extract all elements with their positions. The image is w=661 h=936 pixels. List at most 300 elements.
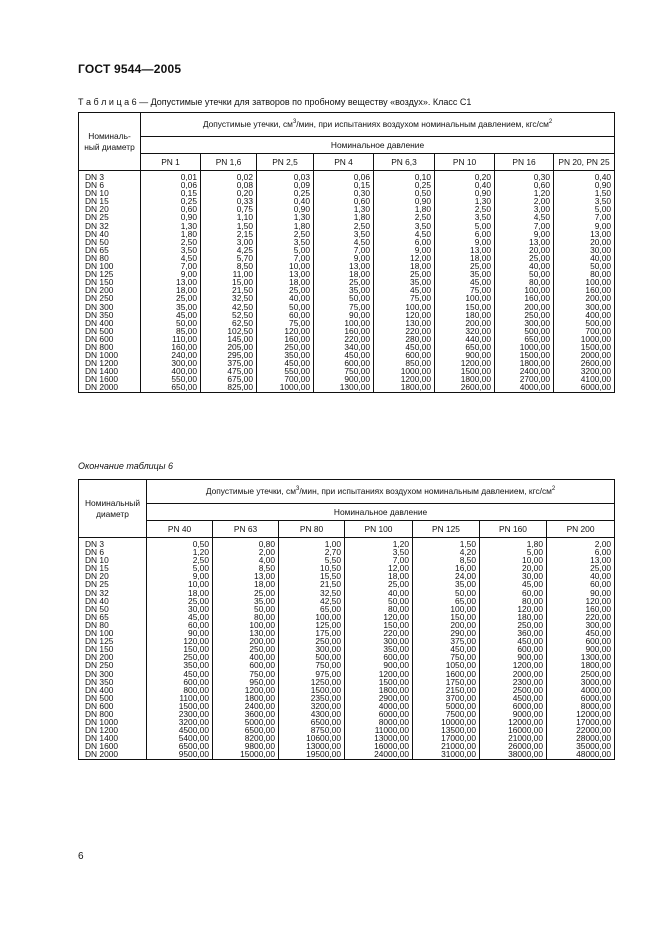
leakage-value-cell: 1800,00 (213, 694, 279, 702)
column-header: PN 80 (279, 521, 345, 538)
leakage-value-cell: 450,00 (547, 629, 615, 637)
leakage-value-cell: 250,00 (257, 343, 314, 351)
leakage-value-cell: 3200,00 (279, 702, 345, 710)
leakage-value-cell: 450,00 (374, 343, 435, 351)
leakage-value-cell: 360,00 (480, 629, 547, 637)
leakage-value-cell: 3,50 (435, 213, 495, 221)
nominal-diameter-cell: DN 10 (79, 556, 147, 564)
leakage-value-cell: 9,00 (147, 572, 213, 580)
leakage-value-cell: 4,50 (495, 213, 554, 221)
leakage-value-cell: 80,00 (495, 278, 554, 286)
leakage-value-cell: 0,80 (213, 538, 279, 549)
document-header: ГОСТ 9544—2005 (78, 62, 182, 76)
leakage-value-cell: 24000,00 (345, 750, 413, 759)
leakage-value-cell: 250,00 (495, 311, 554, 319)
leakage-value-cell: 50,00 (345, 597, 413, 605)
leakage-value-cell: 40,00 (257, 294, 314, 302)
leakage-value-cell: 400,00 (554, 311, 615, 319)
leakage-value-cell: 2300,00 (480, 678, 547, 686)
nominal-diameter-cell: DN 32 (79, 589, 147, 597)
leakage-value-cell: 9,00 (374, 246, 435, 254)
leakage-value-cell: 40,00 (547, 572, 615, 580)
leakage-value-cell: 35000,00 (547, 742, 615, 750)
leakage-value-cell: 3,00 (495, 205, 554, 213)
leakage-value-cell: 6000,00 (554, 383, 615, 392)
leakage-value-cell: 110,00 (141, 335, 201, 343)
leakage-value-cell: 100,00 (374, 303, 435, 311)
leakage-value-cell: 1,20 (147, 548, 213, 556)
leakage-value-cell: 4,50 (314, 238, 374, 246)
nominal-diameter-cell: DN 800 (79, 343, 141, 351)
leakage-value-cell: 250,00 (279, 637, 345, 645)
leakage-value-cell: 2,00 (213, 548, 279, 556)
leakage-value-cell: 10,00 (480, 556, 547, 564)
leakage-value-cell: 90,00 (147, 629, 213, 637)
leakage-value-cell: 2600,00 (554, 359, 615, 367)
leakage-value-cell: 4,00 (213, 556, 279, 564)
leakage-value-cell: 150,00 (345, 621, 413, 629)
leakage-value-cell: 6,00 (547, 548, 615, 556)
nominal-diameter-cell: DN 25 (79, 213, 141, 221)
leakage-value-cell: 0,30 (495, 171, 554, 182)
leakage-value-cell: 25,00 (213, 589, 279, 597)
leakage-value-cell: 12000,00 (547, 710, 615, 718)
leakage-value-cell: 12,00 (374, 254, 435, 262)
leakage-value-cell: 800,00 (147, 686, 213, 694)
table-row (79, 383, 615, 392)
leakage-value-cell: 0,15 (141, 189, 201, 197)
leakage-value-cell: 1,30 (141, 222, 201, 230)
leakage-value-cell: 450,00 (257, 359, 314, 367)
leakage-value-cell: 102,50 (201, 327, 257, 335)
leakage-value-cell: 5,50 (279, 556, 345, 564)
leakage-value-cell: 6500,00 (213, 726, 279, 734)
leakage-value-cell: 5000,00 (213, 718, 279, 726)
leakage-value-cell: 160,00 (141, 343, 201, 351)
leakage-value-cell: 180,00 (480, 613, 547, 621)
leakage-value-cell: 20,00 (554, 238, 615, 246)
leakage-value-cell: 0,15 (314, 181, 374, 189)
leakage-value-cell: 975,00 (279, 670, 345, 678)
leakage-value-cell: 375,00 (413, 637, 480, 645)
leakage-value-cell: 80,00 (554, 270, 615, 278)
leakage-value-cell: 150,00 (147, 645, 213, 653)
leakage-value-cell: 290,00 (413, 629, 480, 637)
leakage-value-cell: 1,20 (495, 189, 554, 197)
leakage-value-cell: 145,00 (201, 335, 257, 343)
nominal-diameter-cell: DN 15 (79, 564, 147, 572)
nominal-diameter-cell: DN 25 (79, 580, 147, 588)
leakage-value-cell: 7,00 (141, 262, 201, 270)
leakage-value-cell: 35,00 (141, 303, 201, 311)
leakage-value-cell: 9000,00 (480, 710, 547, 718)
leakage-value-cell: 32,50 (201, 294, 257, 302)
leakage-value-cell: 8750,00 (279, 726, 345, 734)
leakage-value-cell: 200,00 (435, 319, 495, 327)
leakage-value-cell: 5,00 (147, 564, 213, 572)
leakage-value-cell: 1,30 (257, 213, 314, 221)
leakage-value-cell: 8,50 (413, 556, 480, 564)
leakage-value-cell: 4300,00 (279, 710, 345, 718)
leakage-value-cell: 1000,00 (554, 335, 615, 343)
unit-sup: 3 (292, 119, 297, 126)
leakage-value-cell: 75,00 (374, 294, 435, 302)
page-number: 6 (78, 851, 84, 862)
nominal-diameter-cell: DN 250 (79, 661, 147, 669)
leakage-value-cell: 10,00 (147, 580, 213, 588)
leakage-value-cell: 1000,00 (495, 343, 554, 351)
leakage-value-cell: 0,20 (435, 171, 495, 182)
leakage-value-cell: 2500,00 (480, 686, 547, 694)
leakage-value-cell: 160,00 (314, 327, 374, 335)
nominal-diameter-cell: DN 32 (79, 222, 141, 230)
nominal-diameter-cell: DN 1200 (79, 359, 141, 367)
nominal-diameter-cell: DN 6 (79, 181, 141, 189)
leakage-value-cell: 600,00 (213, 661, 279, 669)
leakage-value-cell: 25,00 (435, 262, 495, 270)
leakage-value-cell: 300,00 (554, 303, 615, 311)
leakage-value-cell: 600,00 (345, 653, 413, 661)
leakage-value-cell: 2400,00 (495, 367, 554, 375)
leakage-value-cell: 4,20 (413, 548, 480, 556)
column-header: PN 125 (413, 521, 480, 538)
leakage-value-cell: 8,50 (213, 564, 279, 572)
leakage-value-cell: 2,50 (435, 205, 495, 213)
leakage-value-cell: 3,50 (141, 246, 201, 254)
leakage-value-cell: 3,50 (257, 238, 314, 246)
leakage-value-cell: 700,00 (554, 327, 615, 335)
leakage-value-cell: 35,00 (314, 286, 374, 294)
leakage-value-cell: 4,50 (141, 254, 201, 262)
leakage-value-cell: 0,25 (257, 189, 314, 197)
leakage-value-cell: 1500,00 (435, 367, 495, 375)
leakage-value-cell: 25,00 (345, 580, 413, 588)
leakage-value-cell: 475,00 (201, 367, 257, 375)
sub-header: Номинальное давление (147, 504, 615, 521)
leakage-value-cell: 2150,00 (413, 686, 480, 694)
column-header: PN 4 (314, 154, 374, 171)
leakage-value-cell: 3700,00 (413, 694, 480, 702)
leakage-value-cell: 30,00 (147, 605, 213, 613)
leakage-value-cell: 120,00 (345, 613, 413, 621)
leakage-value-cell: 0,40 (257, 197, 314, 205)
nominal-diameter-cell: DN 65 (79, 613, 147, 621)
leakage-value-cell: 1,00 (279, 538, 345, 549)
leakage-value-cell: 375,00 (201, 359, 257, 367)
leakage-value-cell: 1,30 (435, 197, 495, 205)
leakage-value-cell: 450,00 (314, 351, 374, 359)
leakage-value-cell: 2,50 (374, 213, 435, 221)
leakage-value-cell: 600,00 (314, 359, 374, 367)
leakage-value-cell: 11,00 (201, 270, 257, 278)
leakage-value-cell: 3200,00 (554, 367, 615, 375)
leakage-value-cell: 40,00 (345, 589, 413, 597)
leakage-value-cell: 45,00 (147, 613, 213, 621)
nominal-diameter-cell: DN 1000 (79, 718, 147, 726)
leakage-value-cell: 7,00 (495, 222, 554, 230)
leakage-value-cell: 21,50 (279, 580, 345, 588)
leakage-value-cell: 200,00 (413, 621, 480, 629)
leakage-value-cell: 50,00 (495, 270, 554, 278)
leakage-value-cell: 650,00 (435, 343, 495, 351)
leakage-value-cell: 62,50 (201, 319, 257, 327)
column-header: PN 63 (213, 521, 279, 538)
leakage-value-cell: 1,80 (141, 230, 201, 238)
column-header: PN 1 (141, 154, 201, 171)
leakage-value-cell: 500,00 (495, 327, 554, 335)
leakage-value-cell: 45,00 (435, 278, 495, 286)
leakage-value-cell: 28000,00 (547, 734, 615, 742)
group-header-pre: Допустимые утечки, см (202, 119, 293, 129)
leakage-value-cell: 0,75 (201, 205, 257, 213)
leakage-value-cell: 5000,00 (413, 702, 480, 710)
leakage-value-cell: 160,00 (547, 605, 615, 613)
leakage-value-cell: 6,00 (374, 238, 435, 246)
leakage-value-cell: 100,00 (413, 605, 480, 613)
leakage-value-cell: 120,00 (374, 311, 435, 319)
leakage-table-part2 (78, 479, 615, 760)
leakage-value-cell: 0,01 (141, 171, 201, 182)
leakage-value-cell: 100,00 (314, 319, 374, 327)
nominal-diameter-cell: DN 1400 (79, 734, 147, 742)
nominal-diameter-cell: DN 80 (79, 254, 141, 262)
leakage-value-cell: 1,80 (314, 213, 374, 221)
leakage-value-cell: 205,00 (201, 343, 257, 351)
column-header: PN 200 (547, 521, 615, 538)
leakage-value-cell: 15000,00 (213, 750, 279, 759)
leakage-value-cell: 1500,00 (554, 343, 615, 351)
leakage-value-cell: 90,00 (314, 311, 374, 319)
sub-header: Номинальное давление (141, 137, 615, 154)
leakage-value-cell: 5,00 (554, 205, 615, 213)
leakage-value-cell: 6500,00 (279, 718, 345, 726)
nominal-diameter-cell: DN 80 (79, 621, 147, 629)
leakage-value-cell: 150,00 (413, 613, 480, 621)
leakage-value-cell: 500,00 (554, 319, 615, 327)
leakage-value-cell: 13,00 (141, 278, 201, 286)
leakage-value-cell: 16000,00 (345, 742, 413, 750)
nominal-diameter-cell: DN 400 (79, 686, 147, 694)
leakage-value-cell: 35,00 (413, 580, 480, 588)
leakage-value-cell: 80,00 (213, 613, 279, 621)
column-header: PN 2,5 (257, 154, 314, 171)
leakage-value-cell: 50,00 (141, 319, 201, 327)
nominal-diameter-cell: DN 100 (79, 262, 141, 270)
leakage-value-cell: 1800,00 (435, 375, 495, 383)
leakage-value-cell: 4000,00 (345, 702, 413, 710)
leakage-value-cell: 1,50 (554, 189, 615, 197)
leakage-value-cell: 0,60 (495, 181, 554, 189)
leakage-value-cell: 13000,00 (345, 734, 413, 742)
leakage-value-cell: 3,50 (554, 197, 615, 205)
leakage-value-cell: 13,00 (314, 262, 374, 270)
leakage-value-cell: 2,70 (279, 548, 345, 556)
leakage-value-cell: 25,00 (547, 564, 615, 572)
nominal-diameter-cell: DN 400 (79, 319, 141, 327)
leakage-value-cell: 21000,00 (480, 734, 547, 742)
leakage-value-cell: 35,00 (435, 270, 495, 278)
leakage-value-cell: 60,00 (480, 589, 547, 597)
leakage-value-cell: 4500,00 (480, 694, 547, 702)
leakage-value-cell: 0,90 (374, 197, 435, 205)
leakage-value-cell: 2,50 (141, 238, 201, 246)
leakage-value-cell: 13,00 (435, 246, 495, 254)
leakage-value-cell: 40,00 (495, 262, 554, 270)
leakage-value-cell: 21000,00 (413, 742, 480, 750)
leakage-value-cell: 500,00 (279, 653, 345, 661)
leakage-value-cell: 0,09 (257, 181, 314, 189)
nominal-diameter-cell: DN 200 (79, 286, 141, 294)
leakage-value-cell: 5400,00 (147, 734, 213, 742)
leakage-value-cell: 22000,00 (547, 726, 615, 734)
leakage-value-cell: 0,90 (554, 181, 615, 189)
leakage-value-cell: 38000,00 (480, 750, 547, 759)
leakage-value-cell: 1000,00 (257, 383, 314, 392)
leakage-value-cell: 0,06 (141, 181, 201, 189)
leakage-value-cell: 9800,00 (213, 742, 279, 750)
nominal-diameter-cell: DN 1600 (79, 742, 147, 750)
group-header-mid: /мин, при испытаниях воздухом номинальным давлением, кгс/см (299, 486, 552, 496)
leakage-value-cell: 4,25 (201, 246, 257, 254)
leakage-value-cell: 18,00 (345, 572, 413, 580)
leakage-value-cell: 0,40 (435, 181, 495, 189)
leakage-value-cell: 280,00 (374, 335, 435, 343)
leakage-value-cell: 6000,00 (345, 710, 413, 718)
leakage-value-cell: 0,25 (374, 181, 435, 189)
leakage-value-cell: 160,00 (554, 286, 615, 294)
leakage-value-cell: 1050,00 (413, 661, 480, 669)
leakage-value-cell: 100,00 (554, 278, 615, 286)
leakage-value-cell: 7,00 (554, 213, 615, 221)
leakage-value-cell: 1500,00 (147, 702, 213, 710)
unit-sup-2: 2 (551, 486, 556, 493)
leakage-value-cell: 1200,00 (345, 670, 413, 678)
leakage-value-cell: 3,50 (345, 548, 413, 556)
leakage-value-cell: 65,00 (279, 605, 345, 613)
leakage-value-cell: 550,00 (141, 375, 201, 383)
nominal-diameter-cell: DN 40 (79, 597, 147, 605)
leakage-value-cell: 900,00 (435, 351, 495, 359)
leakage-value-cell: 0,40 (554, 171, 615, 182)
leakage-value-cell: 1800,00 (345, 686, 413, 694)
leakage-value-cell: 2,00 (547, 538, 615, 549)
leakage-value-cell: 24,00 (413, 572, 480, 580)
leakage-value-cell: 7,00 (257, 254, 314, 262)
nominal-diameter-cell: DN 200 (79, 653, 147, 661)
leakage-value-cell: 1500,00 (495, 351, 554, 359)
unit-sup: 3 (295, 486, 300, 493)
leakage-value-cell: 250,00 (147, 653, 213, 661)
nominal-diameter-cell: DN 50 (79, 605, 147, 613)
column-header: PN 20, PN 25 (554, 154, 615, 171)
leakage-value-cell: 42,50 (201, 303, 257, 311)
leakage-value-cell: 45,00 (480, 580, 547, 588)
leakage-value-cell: 7,00 (314, 246, 374, 254)
leakage-value-cell: 180,00 (435, 311, 495, 319)
leakage-value-cell: 220,00 (374, 327, 435, 335)
leakage-value-cell: 300,00 (141, 359, 201, 367)
leakage-value-cell: 35,00 (374, 278, 435, 286)
leakage-value-cell: 19500,00 (279, 750, 345, 759)
leakage-value-cell: 16,00 (413, 564, 480, 572)
row-header: Номинальный диаметр (79, 480, 147, 538)
leakage-value-cell: 120,00 (480, 605, 547, 613)
nominal-diameter-cell: DN 350 (79, 678, 147, 686)
leakage-value-cell: 100,00 (435, 294, 495, 302)
leakage-value-cell: 75,00 (314, 303, 374, 311)
leakage-value-cell: 7500,00 (413, 710, 480, 718)
row-header: Номиналь- ный диаметр (79, 113, 141, 171)
leakage-value-cell: 125,00 (279, 621, 345, 629)
leakage-value-cell: 1300,00 (547, 653, 615, 661)
leakage-value-cell: 0,30 (314, 189, 374, 197)
leakage-value-cell: 4100,00 (554, 375, 615, 383)
leakage-value-cell: 5,00 (480, 548, 547, 556)
leakage-value-cell: 0,10 (374, 171, 435, 182)
leakage-value-cell: 400,00 (141, 367, 201, 375)
leakage-value-cell: 320,00 (435, 327, 495, 335)
leakage-value-cell: 0,03 (257, 171, 314, 182)
leakage-value-cell: 950,00 (213, 678, 279, 686)
nominal-diameter-cell: DN 2000 (79, 750, 147, 759)
leakage-value-cell: 8,50 (201, 262, 257, 270)
nominal-diameter-cell: DN 300 (79, 303, 141, 311)
nominal-diameter-cell: DN 600 (79, 335, 141, 343)
nominal-diameter-cell: DN 600 (79, 702, 147, 710)
group-header (147, 480, 615, 504)
leakage-value-cell: 750,00 (279, 661, 345, 669)
leakage-value-cell: 900,00 (480, 653, 547, 661)
leakage-value-cell: 440,00 (435, 335, 495, 343)
leakage-value-cell: 750,00 (213, 670, 279, 678)
leakage-value-cell: 50,00 (413, 589, 480, 597)
leakage-value-cell: 17000,00 (413, 734, 480, 742)
column-header: PN 100 (345, 521, 413, 538)
leakage-value-cell: 5,70 (201, 254, 257, 262)
leakage-table-part1 (78, 112, 615, 393)
leakage-value-cell: 20,00 (480, 564, 547, 572)
leakage-value-cell: 2,00 (495, 197, 554, 205)
leakage-value-cell: 7,00 (345, 556, 413, 564)
nominal-diameter-cell: DN 20 (79, 572, 147, 580)
leakage-value-cell: 2600,00 (435, 383, 495, 392)
leakage-value-cell: 16000,00 (480, 726, 547, 734)
nominal-diameter-cell: DN 150 (79, 645, 147, 653)
leakage-value-cell: 450,00 (413, 645, 480, 653)
leakage-value-cell: 13,00 (547, 556, 615, 564)
nominal-diameter-cell: DN 1200 (79, 726, 147, 734)
leakage-value-cell: 80,00 (480, 597, 547, 605)
leakage-value-cell: 42,50 (279, 597, 345, 605)
leakage-value-cell: 700,00 (257, 375, 314, 383)
nominal-diameter-cell: DN 100 (79, 629, 147, 637)
nominal-diameter-cell: DN 6 (79, 548, 147, 556)
leakage-value-cell: 160,00 (257, 335, 314, 343)
leakage-value-cell: 0,02 (201, 171, 257, 182)
leakage-value-cell: 0,60 (314, 197, 374, 205)
nominal-diameter-cell: DN 125 (79, 637, 147, 645)
leakage-value-cell: 120,00 (257, 327, 314, 335)
nominal-diameter-cell: DN 125 (79, 270, 141, 278)
leakage-value-cell: 400,00 (213, 653, 279, 661)
leakage-value-cell: 120,00 (147, 637, 213, 645)
leakage-value-cell: 2,50 (257, 230, 314, 238)
leakage-value-cell: 600,00 (147, 678, 213, 686)
leakage-value-cell: 12,00 (345, 564, 413, 572)
leakage-value-cell: 1800,00 (374, 383, 435, 392)
column-header: PN 10 (435, 154, 495, 171)
leakage-value-cell: 10,50 (279, 564, 345, 572)
